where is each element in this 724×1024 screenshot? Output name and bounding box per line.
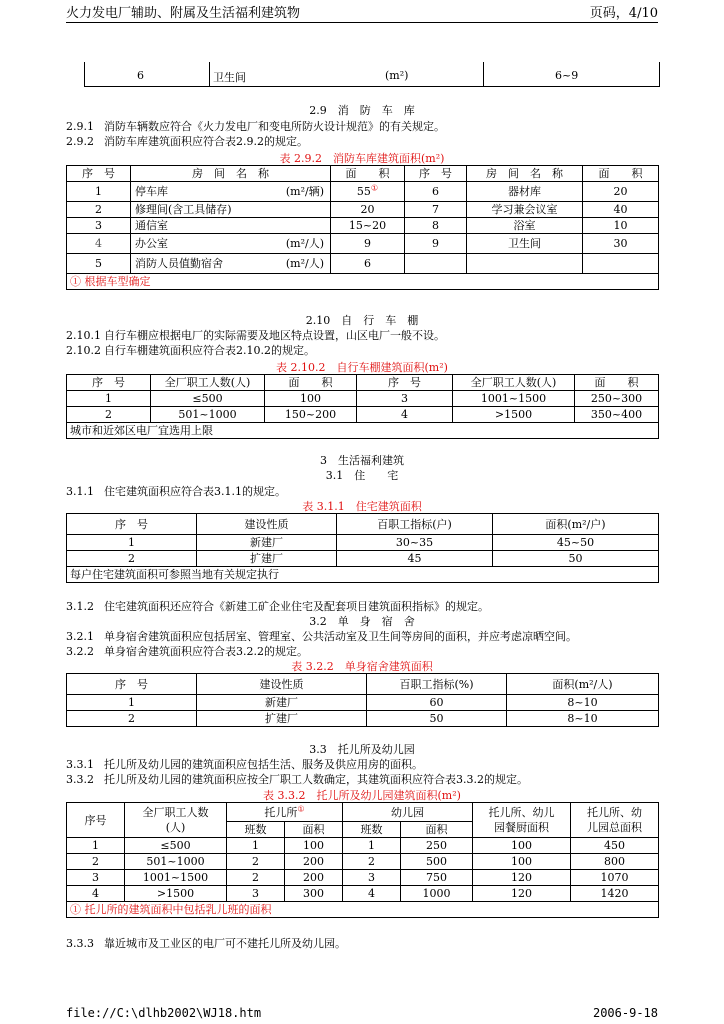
- table-2-9-2-caption: 表 2.9.2 消防车库建筑面积(m²): [279, 152, 445, 165]
- table-2-10-2: 序 号 全厂职工人数(人) 面 积 序 号 全厂职工人数(人) 面 积 1 ≤500 100 3 1001~1500 250~300 2 501~1000 150~200 4 >1500 350~400 城市和近郊区电厂宜选用上限: [66, 374, 659, 439]
- table-row: 5 消防人员值勤宿舍 (m²/人) 6: [67, 254, 659, 274]
- table-3-3-2-caption: 表 3.3.2 托儿所及幼儿园建筑面积(m²): [263, 789, 461, 802]
- th-nursery: 托儿所①: [227, 803, 343, 822]
- section-3-3-title: 3.3 托儿所及幼儿园: [309, 743, 415, 756]
- para-3-2-1: 3.2.1 单身宿舍建筑面积应包括居室、管理室、公共活动室及卫生间等房间的面积，并应考虑凉晒空间。: [66, 630, 577, 643]
- table-row: 1 停车库 (m²/辆) 55① 6 器材库 20: [67, 182, 659, 202]
- table-3-1-1-note: 每户住宅建筑面积可参照当地有关规定执行: [67, 567, 659, 583]
- th-area-2: 面 积: [583, 166, 659, 182]
- header-rule: [66, 22, 658, 23]
- page-header: [66, 0, 658, 22]
- table-row: 3 1001~1500 2 200 3 750 120 1070: [67, 870, 659, 886]
- table-row: 4 >1500 3 300 4 1000 120 1420: [67, 886, 659, 902]
- para-3-1-2: 3.1.2 住宅建筑面积还应符合《新建工矿企业住宅及配套项目建筑面积指标》的规定。: [66, 600, 489, 613]
- th-no: 序号: [67, 803, 125, 838]
- table-row: 2 扩建厂 50 8~10: [67, 711, 659, 727]
- th-total: 托儿所、幼 儿园总面积: [571, 803, 659, 838]
- para-3-2-2: 3.2.2 单身宿舍建筑面积应符合表3.2.2的规定。: [66, 645, 308, 658]
- table-3-3-2-note: ① 托儿所的建筑面积中包括乳儿班的面积: [67, 902, 659, 918]
- page-number: 页码，4/10: [589, 5, 658, 21]
- table-3-1-1: 序 号 建设性质 百职工指标(户) 面积(m²/户) 1 新建厂 30~35 45~50 2 扩建厂 45 50 每户住宅建筑面积可参照当地有关规定执行: [66, 513, 659, 583]
- cell-unit: (m²): [385, 69, 409, 82]
- para-2-10-1: 2.10.1 自行车棚应根据电厂的实际需要及地区特点设置，山区电厂一般不设。: [66, 329, 445, 342]
- table-row: 2 501~1000 2 200 2 500 100 800: [67, 854, 659, 870]
- para-2-9-1: 2.9.1 消防车辆数应符合《火力发电厂和变电所防火设计规范》的有关规定。: [66, 120, 445, 133]
- table-row: 1 新建厂 60 8~10: [67, 695, 659, 711]
- para-3-3-1: 3.3.1 托儿所及幼儿园的建筑面积应包括生活、服务及供应用房的面积。: [66, 758, 423, 771]
- para-3-1-1: 3.1.1 住宅建筑面积应符合表3.1.1的规定。: [66, 485, 286, 498]
- table-row: 1 ≤500 1 100 1 250 100 450: [67, 838, 659, 854]
- table-2-10-2-note: 城市和近郊区电厂宜选用上限: [67, 423, 659, 439]
- th-room: 房 间 名 称: [131, 166, 331, 182]
- document-title: 火力发电厂辅助、附属及生活福利建筑物: [66, 5, 301, 21]
- th-area: 面 积: [331, 166, 405, 182]
- table-row: 4 办公室 (m²/人) 9 9 卫生间 30: [67, 234, 659, 254]
- table-2-9-2: [66, 165, 659, 290]
- th-staff: 全厂职工人数 (人): [125, 803, 227, 838]
- section-2-10-title: 2.10 自 行 车 棚: [305, 314, 419, 327]
- table-2-10-2-caption: 表 2.10.2 自行车棚建筑面积(m²): [276, 361, 448, 374]
- th-room-2: 房 间 名 称: [467, 166, 583, 182]
- para-3-3-3: 3.3.3 靠近城市及工业区的电厂可不建托儿所及幼儿园。: [66, 937, 346, 950]
- table-3-1-1-caption: 表 3.1.1 住宅建筑面积: [302, 500, 422, 513]
- table-row: 2 扩建厂 45 50: [67, 551, 659, 567]
- table-2-9-2-note: ① 根据车型确定: [67, 274, 659, 290]
- table-row: 1 新建厂 30~35 45~50: [67, 535, 659, 551]
- cell-name: 卫生间: [213, 71, 246, 84]
- para-2-10-2: 2.10.2 自行车棚建筑面积应符合表2.10.2的规定。: [66, 344, 315, 357]
- file-path: file://C:\dlhb2002\WJ18.htm: [66, 1006, 262, 1020]
- section-3-2-title: 3.2 单 身 宿 舍: [309, 615, 415, 628]
- print-date: 2006-9-18: [592, 1006, 658, 1020]
- table-3-2-2-caption: 表 3.2.2 单身宿舍建筑面积: [291, 660, 433, 673]
- section-3-1-title: 3.1 住 宅: [325, 469, 399, 482]
- para-2-9-2: 2.9.2 消防车库建筑面积应符合表2.9.2的规定。: [66, 135, 308, 148]
- section-2-9-title: 2.9 消 防 车 库: [309, 104, 415, 117]
- table-row: 2 修理间(含工具储存) 20 7 学习兼会议室 40: [67, 202, 659, 218]
- page-footer: [66, 1006, 658, 1020]
- table-row: 3 通信室 15~20 8 浴室 10: [67, 218, 659, 234]
- chapter-3-title: 3 生活福利建筑: [320, 454, 404, 467]
- th-kitchen: 托儿所、幼儿 园餐厨面积: [473, 803, 571, 838]
- th-kindergarten: 幼儿园: [343, 803, 473, 822]
- continued-table-row: [84, 62, 660, 87]
- cell-value: 6~9: [555, 69, 579, 82]
- table-3-3-2: 序号 全厂职工人数 (人) 托儿所① 幼儿园 托儿所、幼儿 园餐厨面积 托儿所、幼 儿园总面积 班数 面积 班数 面积 1 ≤500 1 100 1 250 100 450 2 501~1000 2 200 2 500 100 800 3 1001~1500 2 200 3 750 120 1070 4 >1500 3 300 4 1000 120 1420 ① 托儿所的建筑面积中包括乳儿班的面积: [66, 802, 659, 918]
- table-row: 2 501~1000 150~200 4 >1500 350~400: [67, 407, 659, 423]
- cell-no: 6: [137, 69, 144, 82]
- th-no: 序 号: [67, 166, 131, 182]
- table-3-2-2: 序 号 建设性质 百职工指标(%) 面积(m²/人) 1 新建厂 60 8~10 2 扩建厂 50 8~10: [66, 673, 659, 727]
- para-3-3-2: 3.3.2 托儿所及幼儿园的建筑面积应按全厂职工人数确定，其建筑面积应符合表3.3.2的规定。: [66, 773, 528, 786]
- table-row: 1 ≤500 100 3 1001~1500 250~300: [67, 391, 659, 407]
- th-no-2: 序 号: [405, 166, 467, 182]
